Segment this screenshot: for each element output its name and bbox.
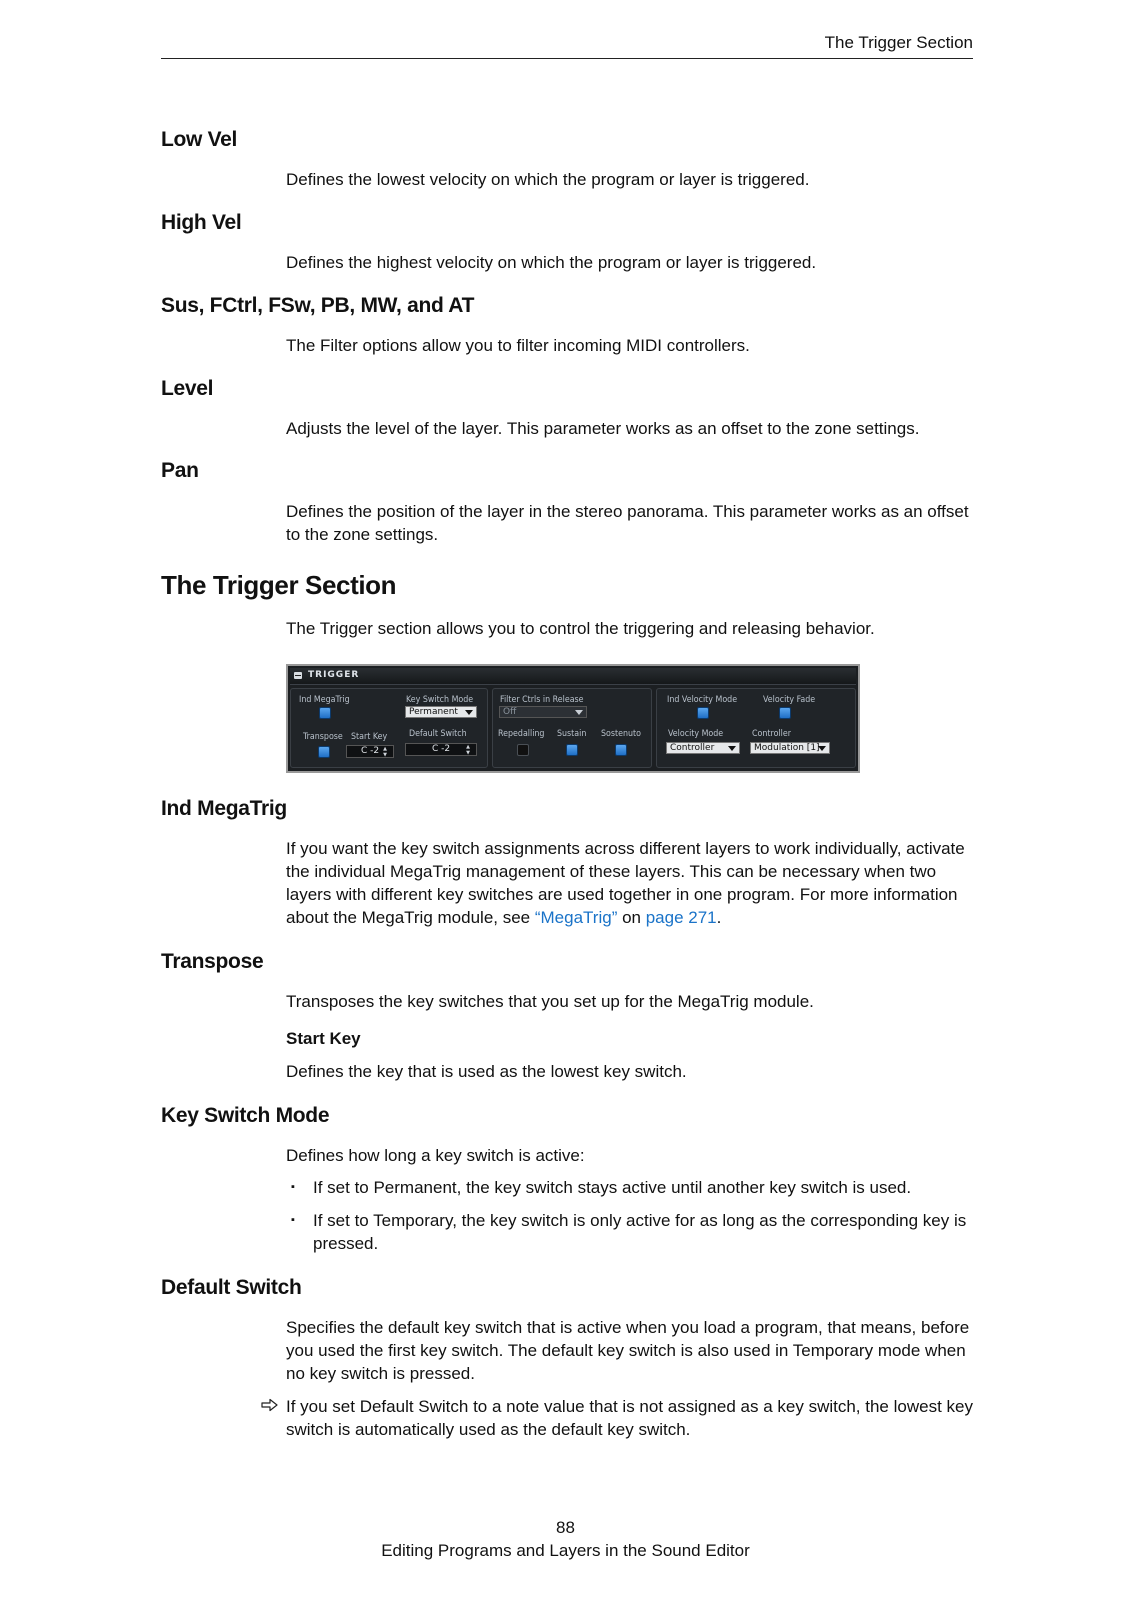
repedalling-checkbox[interactable]	[517, 744, 529, 756]
velocity-group	[656, 688, 856, 768]
bullet-mark: ▪	[291, 1181, 295, 1193]
heading-pan: Pan	[161, 459, 199, 482]
header-rule	[161, 58, 973, 59]
heading-ind-megatrig: Ind MegaTrig	[161, 797, 287, 820]
text-default-switch: Specifies the default key switch that is active when you load a program, that means, before you used the first key switch. The default key switch is also used in Temporary mode when no key switch is pressed.	[286, 1318, 970, 1383]
default-switch-value: C -2	[431, 744, 451, 754]
sustain-label: Sustain	[557, 729, 587, 739]
heading-transpose: Transpose	[161, 950, 264, 973]
heading-level: Level	[161, 377, 214, 400]
heading-key-switch-mode: Key Switch Mode	[161, 1104, 330, 1127]
controller-value: Modulation [1]	[754, 743, 820, 753]
heading-default-switch: Default Switch	[161, 1276, 302, 1299]
key-switch-mode-value: Permanent	[409, 707, 458, 717]
filter-ctrls-group	[492, 688, 652, 768]
text-ind-megatrig-body: If you want the key switch assignments across different layers to work individually, activate the individual MegaTrig management of these layers. This can be necessary when two layers with different key switches are used together in one program. For more information about the MegaTrig module, see	[286, 839, 965, 927]
text-transpose: Transposes the key switches that you set up for the MegaTrig module.	[286, 992, 814, 1011]
dropdown-arrow-icon	[575, 710, 583, 715]
note-arrow-icon	[260, 1395, 280, 1415]
dropdown-arrow-icon	[818, 746, 826, 751]
heading-start-key: Start Key	[286, 1029, 361, 1048]
note-text: If you set Default Switch to a note value that is not assigned as a key switch, the lowest key switch is automatically used as the default key switch.	[286, 1397, 973, 1439]
text-pan: Defines the position of the layer in the stereo panorama. This parameter works as an offset to the zone settings.	[286, 502, 969, 544]
text-low-vel: Defines the lowest velocity on which the program or layer is triggered.	[286, 170, 810, 189]
controller-dropdown[interactable]	[750, 742, 830, 754]
start-key-value: C -2	[360, 746, 380, 756]
link-page-271[interactable]: page 271	[645, 908, 717, 927]
text-on: on	[617, 908, 646, 927]
ind-velocity-mode-label: Ind Velocity Mode	[667, 695, 738, 705]
heading-filters: Sus, FCtrl, FSw, PB, MW, and AT	[161, 294, 475, 317]
collapse-icon[interactable]	[294, 672, 302, 679]
ind-velocity-mode-checkbox[interactable]	[697, 707, 709, 719]
trigger-panel	[286, 664, 860, 773]
text-level: Adjusts the level of the layer. This parameter works as an offset to the zone settings.	[286, 419, 920, 438]
velocity-mode-value: Controller	[670, 743, 715, 753]
start-key-spinner[interactable]	[346, 745, 394, 758]
controller-label: Controller	[752, 729, 791, 739]
text-ind-megatrig	[286, 837, 976, 929]
key-switch-mode-label: Key Switch Mode	[406, 695, 474, 705]
text-key-switch-mode: Defines how long a key switch is active:	[286, 1146, 585, 1165]
spinner-arrows-icon[interactable]: ▲▼	[382, 746, 388, 758]
bullet-text: If set to Permanent, the key switch stays active until another key switch is used.	[313, 1178, 912, 1197]
trigger-panel-title: TRIGGER	[308, 670, 360, 680]
text-trigger-section: The Trigger section allows you to control the triggering and releasing behavior.	[286, 619, 875, 638]
text-high-vel: Defines the highest velocity on which the program or layer is triggered.	[286, 253, 817, 272]
sostenuto-checkbox[interactable]	[615, 744, 627, 756]
key-switch-mode-dropdown[interactable]	[405, 706, 477, 718]
bullet-item	[286, 1209, 976, 1255]
repedalling-label: Repedalling	[498, 729, 545, 739]
footer-chapter-title: Editing Programs and Layers in the Sound Editor	[381, 1541, 750, 1560]
ind-megatrig-checkbox[interactable]	[319, 707, 331, 719]
bullet-item	[286, 1176, 976, 1199]
default-switch-spinner[interactable]	[405, 743, 477, 756]
velocity-fade-checkbox[interactable]	[779, 707, 791, 719]
transpose-checkbox[interactable]	[318, 746, 330, 758]
bullet-mark: ▪	[291, 1214, 295, 1226]
text-start-key: Defines the key that is used as the lowest key switch.	[286, 1062, 687, 1081]
note	[260, 1395, 976, 1441]
ind-megatrig-label: Ind MegaTrig	[299, 695, 350, 705]
sustain-checkbox[interactable]	[566, 744, 578, 756]
text-filters: The Filter options allow you to filter incoming MIDI controllers.	[286, 336, 750, 355]
heading-low-vel: Low Vel	[161, 128, 238, 151]
heading-trigger-section: The Trigger Section	[161, 570, 397, 600]
page-number: 88	[556, 1518, 575, 1537]
velocity-mode-label: Velocity Mode	[668, 729, 724, 739]
sostenuto-label: Sostenuto	[601, 729, 641, 739]
filter-ctrls-dropdown[interactable]	[499, 706, 587, 718]
velocity-mode-dropdown[interactable]	[666, 742, 740, 754]
link-megatrig[interactable]: “MegaTrig”	[534, 908, 618, 927]
running-header: The Trigger Section	[824, 33, 973, 52]
filter-ctrls-value: Off	[503, 707, 517, 717]
velocity-fade-label: Velocity Fade	[763, 695, 816, 705]
filter-ctrls-label: Filter Ctrls in Release	[500, 695, 584, 705]
dropdown-arrow-icon	[728, 746, 736, 751]
trigger-panel-header	[290, 668, 856, 685]
bullet-text: If set to Temporary, the key switch is only active for as long as the corresponding key is pressed.	[313, 1211, 967, 1253]
megatrig-group	[290, 688, 488, 768]
spinner-arrows-icon[interactable]: ▲▼	[465, 744, 471, 756]
start-key-label: Start Key	[351, 732, 388, 742]
heading-high-vel: High Vel	[161, 211, 242, 234]
dropdown-arrow-icon	[465, 710, 473, 715]
default-switch-label: Default Switch	[409, 729, 467, 739]
transpose-label: Transpose	[303, 732, 343, 742]
text-period: .	[716, 908, 722, 927]
